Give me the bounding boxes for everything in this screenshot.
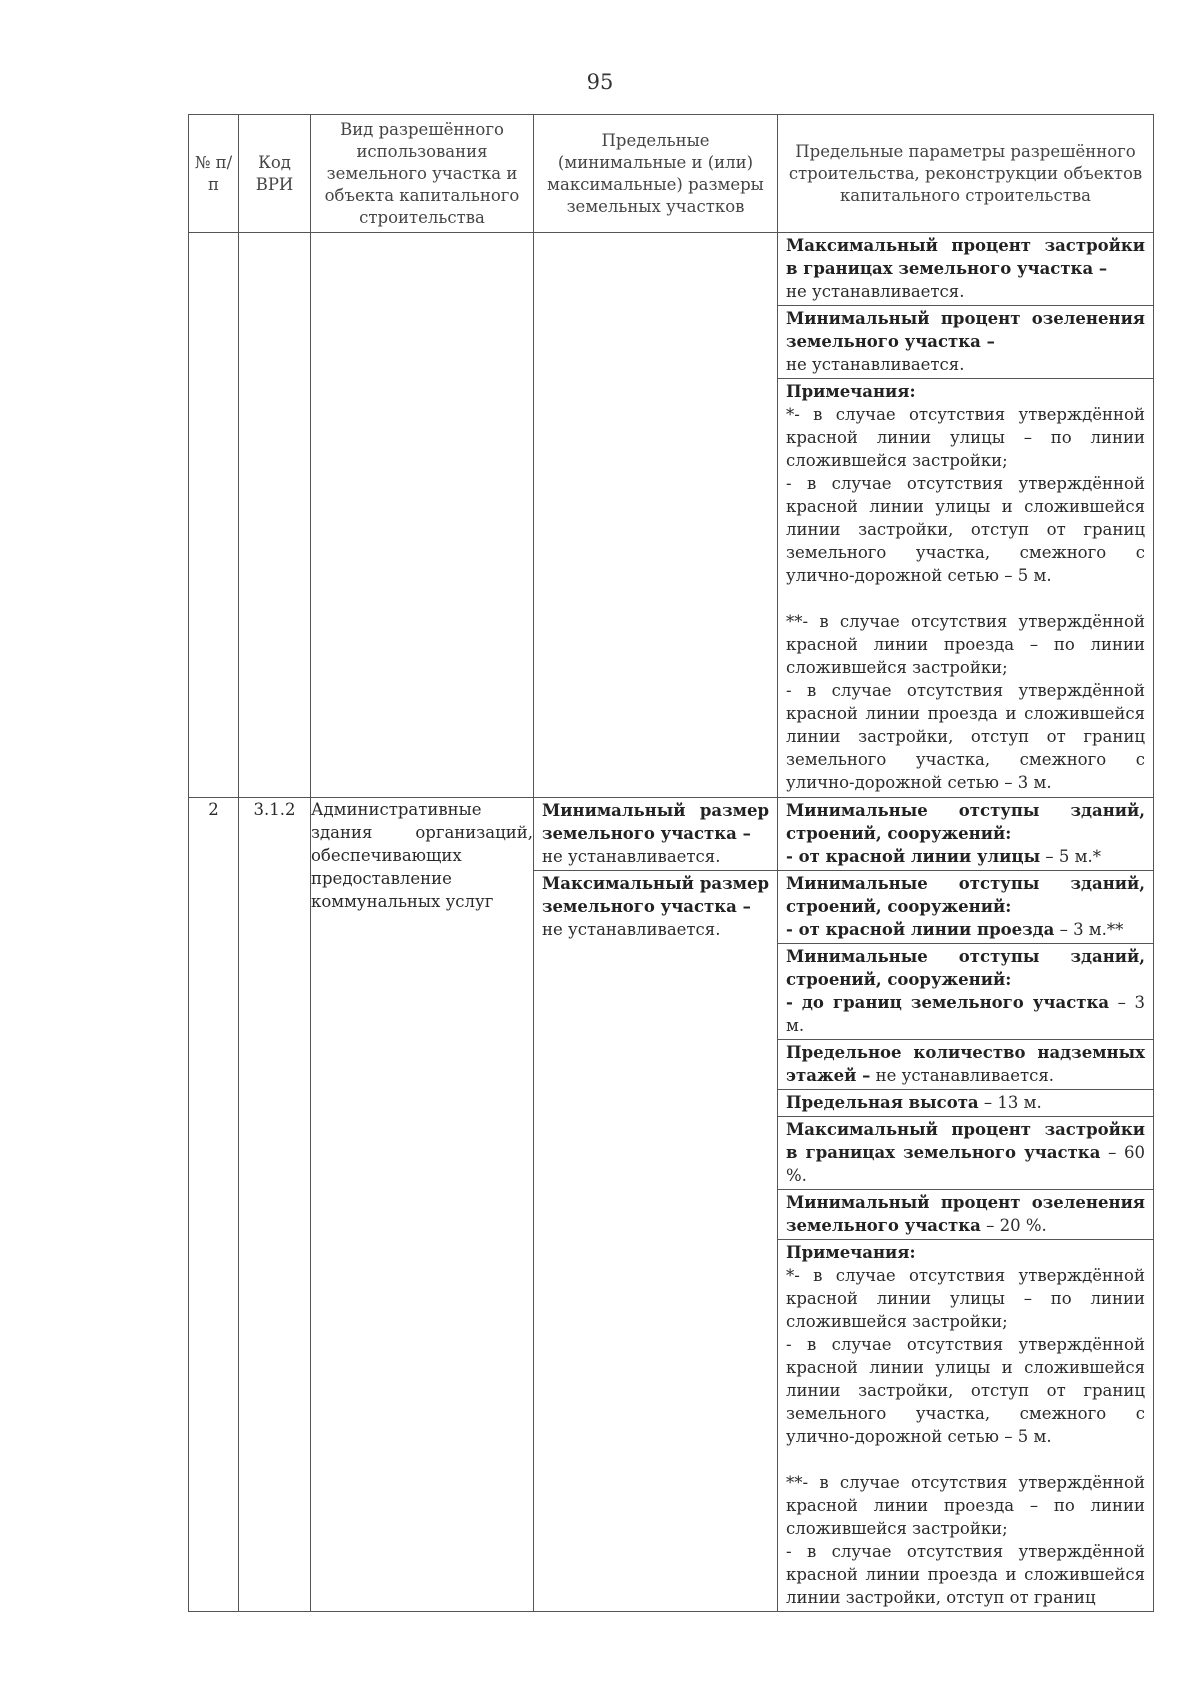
param-title: Минимальные отступы зданий, строений, сооружений:	[786, 874, 1145, 916]
param-height	[778, 1090, 1153, 1117]
param-title: Минимальный процент озеленения земельного участка	[786, 1193, 1145, 1235]
param-tail: – 3 м.**	[1054, 920, 1124, 939]
table-row-2	[189, 798, 1154, 1612]
param-title: Минимальный процент озеленения земельного участка –	[786, 309, 1145, 351]
notes-title: Примечания:	[786, 382, 916, 401]
param-value: не устанавливается.	[542, 920, 721, 939]
cell-size-empty	[534, 233, 778, 798]
param-title: Максимальный процент застройки в границах земельного участка	[786, 1120, 1145, 1162]
param-title: Минимальный размер земельного участка –	[542, 801, 769, 843]
page-number: 95	[586, 70, 614, 94]
cell-num-empty	[189, 233, 239, 798]
note-line: *- в случае отсутствия утверждённой красной линии улицы – по линии сложившейся застройки;	[786, 1266, 1145, 1331]
size-min	[534, 798, 777, 871]
cell-size	[534, 798, 778, 1612]
param-title: Максимальный размер земельного участка –	[542, 874, 769, 916]
table-row-continuation	[189, 233, 1154, 798]
param-value: не устанавливается.	[786, 355, 965, 374]
notes-block	[778, 1240, 1153, 1611]
param-value: - от красной линии улицы	[786, 847, 1041, 866]
param-green-percent	[778, 1190, 1153, 1240]
cell-num: 2	[189, 798, 239, 1612]
param-value: - до границ земельного участка	[786, 993, 1110, 1012]
param-value: – 13 м.	[978, 1093, 1042, 1112]
param-title: Минимальные отступы зданий, строений, сооружений:	[786, 801, 1145, 843]
cell-params	[778, 798, 1154, 1612]
param-indent-street	[778, 798, 1153, 871]
zoning-parameters-table	[188, 114, 1154, 1612]
cell-vri: Административные здания организаций, обеспечивающих предоставление коммунальных услуг	[311, 798, 534, 1612]
param-value: - от красной линии проезда	[786, 920, 1055, 939]
param-value: не устанавливается.	[786, 282, 965, 301]
notes-title: Примечания:	[786, 1243, 916, 1262]
cell-vri-empty	[311, 233, 534, 798]
param-title: Минимальные отступы зданий, строений, сооружений:	[786, 947, 1145, 989]
header-num: № п/п	[189, 115, 239, 233]
param-title: Предельное количество надземных этажей –	[786, 1043, 1145, 1085]
notes-block	[778, 379, 1153, 796]
param-indent-passage	[778, 871, 1153, 944]
param-value: не устанавливается.	[870, 1066, 1055, 1085]
param-build-percent	[778, 233, 1153, 306]
note-line: - в случае отсутствия утверждённой красной линии улицы и сложившейся линии застройки, отступ от границ земельного участка, смежного с улично-дорожной сетью – 5 м.	[786, 474, 1145, 585]
note-line: - в случае отсутствия утверждённой красной линии проезда и сложившейся линии застройки, отступ от границ земельного участка, смежного с улично-дорожной сетью – 3 м.	[786, 681, 1145, 792]
size-max	[534, 871, 777, 943]
param-value: не устанавливается.	[542, 847, 721, 866]
param-green-percent	[778, 306, 1153, 379]
param-indent-boundary	[778, 944, 1153, 1040]
param-tail: – 3 м.	[786, 993, 1145, 1035]
header-size: Предельные (минимальные и (или) максимальные) размеры земельных участков	[534, 115, 778, 233]
param-build-percent	[778, 1117, 1153, 1190]
cell-code: 3.1.2	[239, 798, 311, 1612]
note-line: *- в случае отсутствия утверждённой красной линии улицы – по линии сложившейся застройки;	[786, 405, 1145, 470]
param-value: – 60 %.	[786, 1143, 1145, 1185]
header-code: Код ВРИ	[239, 115, 311, 233]
note-line: - в случае отсутствия утверждённой красной линии проезда и сложившейся линии застройки, отступ от границ	[786, 1542, 1145, 1607]
param-title: Максимальный процент застройки в границах земельного участка –	[786, 236, 1145, 278]
header-row	[189, 115, 1154, 233]
param-title: Предельная высота	[786, 1093, 979, 1112]
header-params: Предельные параметры разрешённого строительства, реконструкции объектов капитального строительства	[778, 115, 1154, 233]
param-floors	[778, 1040, 1153, 1090]
param-value: – 20 %.	[980, 1216, 1047, 1235]
header-vri: Вид разрешённого использования земельного участка и объекта капитального строительства	[311, 115, 534, 233]
note-line: **- в случае отсутствия утверждённой красной линии проезда – по линии сложившейся застройки;	[786, 612, 1145, 677]
note-line: - в случае отсутствия утверждённой красной линии улицы и сложившейся линии застройки, отступ от границ земельного участка, смежного с улично-дорожной сетью – 5 м.	[786, 1335, 1145, 1446]
cell-code-empty	[239, 233, 311, 798]
param-tail: – 5 м.*	[1040, 847, 1101, 866]
cell-params-continuation	[778, 233, 1154, 798]
note-line: **- в случае отсутствия утверждённой красной линии проезда – по линии сложившейся застройки;	[786, 1473, 1145, 1538]
